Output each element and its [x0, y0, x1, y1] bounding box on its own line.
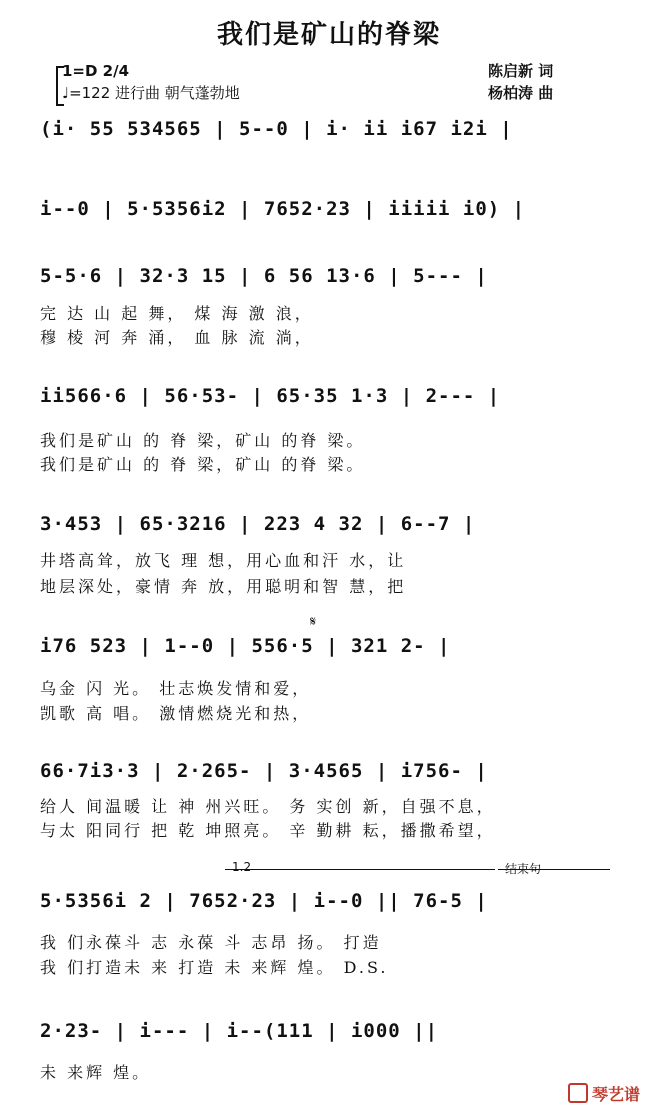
lyric-row-4-verse-1: 我们是矿山 的 脊 梁，矿山 的脊 梁。: [40, 431, 366, 450]
notation-row-3: 5-5·6 | 32·3 15 | 6 56 13·6 | 5--- |: [40, 265, 488, 287]
segno-marker: 𝄋: [310, 614, 317, 630]
song-title: 我们是矿山的脊梁: [216, 20, 441, 50]
volta-label: 1.2: [232, 860, 252, 874]
notation-row-7: 66·7i3·3 | 2·265- | 3·4565 | i756- |: [40, 760, 488, 782]
key-signature: 1=D 2/4: [62, 62, 130, 80]
tempo-marking: ♩=122 进行曲 朝气蓬勃地: [62, 84, 240, 102]
site-logo: [568, 1082, 640, 1105]
notation-row-4: ii566·6 | 56·53- | 65·35 1·3 | 2--- |: [40, 385, 501, 407]
lyric-row-8-verse-1: 我 们永葆斗 志 永葆 斗 志昂 扬。 打造: [40, 933, 382, 952]
lyricist: 陈启新 词: [488, 62, 554, 80]
lyric-row-5-verse-2: 地层深处，豪情 奔 放，用聪明和智 慧，把: [40, 577, 407, 596]
notation-row-1: (i· 55 534565 | 5--0 | i· ii i67 i2i |: [40, 118, 513, 140]
lyric-row-7-verse-2: 与太 阳同行 把 乾 坤照亮。 辛 勤耕 耘，播撒希望，: [40, 821, 496, 840]
lyric-row-6-verse-1: 乌金 闪 光。 壮志焕发情和爱，: [40, 679, 312, 698]
credits: [488, 60, 553, 104]
lyric-row-5-verse-1: 井塔高耸，放飞 理 想，用心血和汗 水，让: [40, 551, 407, 570]
song-metadata: [62, 60, 240, 104]
lyric-row-7-verse-1: 给人 间温暖 让 神 州兴旺。 务 实创 新，自强不息，: [40, 797, 496, 816]
logo-text: 琴艺谱: [591, 1085, 640, 1104]
notation-row-5: 3·453 | 65·3216 | 223 4 32 | 6--7 |: [40, 513, 476, 535]
lyric-row-3-verse-1: 完 达 山 起 舞， 煤 海 激 浪，: [40, 304, 314, 323]
logo-icon: [568, 1083, 588, 1103]
lyric-row-6-verse-2: 凯歌 高 唱。 激情燃烧光和热，: [40, 704, 312, 723]
notation-row-2: i--0 | 5·5356i2 | 7652·23 | iiiii i0) |: [40, 198, 526, 220]
lyric-row-3-verse-2: 穆 棱 河 奔 涌， 血 脉 流 淌，: [40, 328, 314, 347]
composer: 杨柏涛 曲: [488, 84, 554, 102]
lyric-row-8-verse-2: 我 们打造未 来 打造 未 来辉 煌。 D.S.: [40, 958, 389, 977]
ending-label: 结束句: [505, 862, 542, 876]
volta-line: [225, 869, 495, 870]
notation-row-8: 5·5356i 2 | 7652·23 | i--0 || 76-5 |: [40, 890, 488, 912]
notation-row-9: 2·23- | i--- | i--(111 | i000 ||: [40, 1020, 439, 1042]
lyric-row-9-verse-1: 未 来辉 煌。: [40, 1063, 152, 1082]
lyric-row-4-verse-2: 我们是矿山 的 脊 梁，矿山 的脊 梁。: [40, 455, 366, 474]
notation-row-6: i76 523 | 1--0 | 556·5 | 321 2- |: [40, 635, 451, 657]
